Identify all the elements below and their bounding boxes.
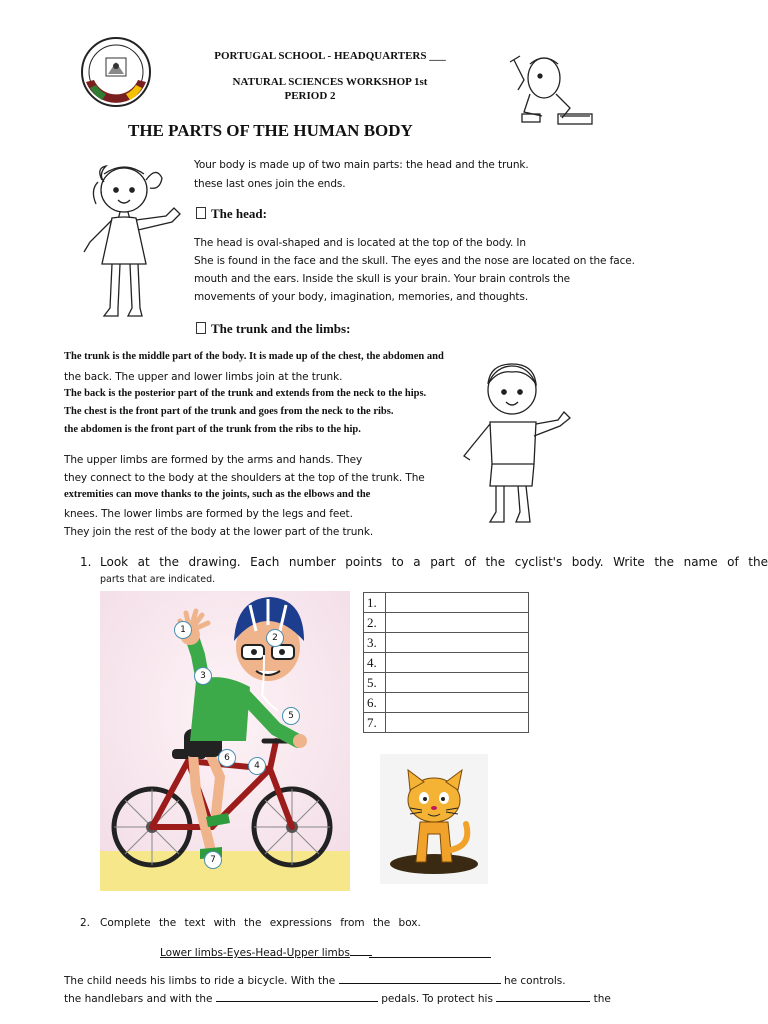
answer-number: 6. bbox=[364, 693, 386, 713]
word-box bbox=[160, 944, 372, 959]
answer-number: 7. bbox=[364, 713, 386, 733]
answer-number: 1. bbox=[364, 593, 386, 613]
trunk-text-5: the abdomen is the front part of the trunk from the ribs to the hip. bbox=[64, 424, 361, 435]
marker-3: 3 bbox=[194, 667, 212, 685]
trunk-heading bbox=[196, 321, 350, 337]
line1-part-b: he controls. bbox=[503, 975, 566, 987]
school-name: PORTUGAL SCHOOL - HEADQUARTERS ___ bbox=[214, 50, 446, 62]
exercise1-instruction-cont: parts that are indicated. bbox=[100, 574, 216, 585]
marker-4: 4 bbox=[248, 757, 266, 775]
head-text-3: mouth and the ears. Inside the skull is your brain. Your brain controls the bbox=[194, 273, 571, 285]
head-heading-label: The head: bbox=[211, 206, 267, 221]
answer-row bbox=[364, 633, 529, 653]
boy-illustration bbox=[460, 360, 572, 530]
marker-2: 2 bbox=[266, 629, 284, 647]
head-text-1: The head is oval-shaped and is located at the top of the body. In bbox=[194, 237, 526, 249]
marker-7: 7 bbox=[204, 851, 222, 869]
answer-row bbox=[364, 713, 529, 733]
answer-row bbox=[364, 673, 529, 693]
line1-part-a: The child needs his limbs to ride a bicycle. With the bbox=[64, 975, 336, 987]
line2-part-c: the bbox=[593, 993, 611, 1005]
cat-illustration bbox=[380, 754, 488, 884]
limbs-text-2: they connect to the body at the shoulders at the top of the trunk. The bbox=[64, 472, 425, 484]
answer-row bbox=[364, 693, 529, 713]
reading-child-illustration bbox=[500, 50, 600, 130]
answer-field[interactable] bbox=[386, 613, 529, 633]
exercise1-number: 1. bbox=[80, 555, 92, 569]
trunk-text-1: The trunk is the middle part of the body. It is made up of the chest, the abdomen and bbox=[64, 351, 444, 362]
trunk-heading-label: The trunk and the limbs: bbox=[211, 321, 351, 336]
line2-part-a: the handlebars and with the bbox=[64, 993, 213, 1005]
answer-field[interactable] bbox=[386, 713, 529, 733]
page-title: THE PARTS OF THE HUMAN BODY bbox=[128, 121, 413, 140]
exercise2-line-2 bbox=[64, 990, 611, 1005]
checkbox-icon bbox=[196, 207, 206, 219]
answer-field[interactable] bbox=[386, 673, 529, 693]
answer-field[interactable] bbox=[386, 593, 529, 613]
intro-line-2: these last ones join the ends. bbox=[194, 178, 346, 190]
word-box-blank[interactable] bbox=[369, 946, 491, 958]
intro-line-1: Your body is made up of two main parts: the head and the trunk. bbox=[194, 159, 529, 171]
answer-number: 3. bbox=[364, 633, 386, 653]
limbs-text-4: knees. The lower limbs are formed by the legs and feet. bbox=[64, 508, 353, 520]
exercise2-instruction: Complete the text with the expressions from the box. bbox=[100, 917, 421, 929]
answer-number: 5. bbox=[364, 673, 386, 693]
answer-field[interactable] bbox=[386, 633, 529, 653]
cyclist-illustration bbox=[100, 591, 350, 891]
limbs-text-3: extremities can move thanks to the joints, such as the elbows and the bbox=[64, 489, 371, 500]
answer-row bbox=[364, 613, 529, 633]
exercise2-line-1 bbox=[64, 972, 566, 987]
word-box-text: Lower limbs-Eyes-Head-Upper limbs bbox=[160, 947, 350, 959]
blank-3[interactable] bbox=[496, 990, 590, 1002]
answer-number: 2. bbox=[364, 613, 386, 633]
line2-part-b: pedals. To protect his bbox=[381, 993, 493, 1005]
girl-illustration bbox=[76, 160, 186, 332]
limbs-text-5: They join the rest of the body at the lower part of the trunk. bbox=[64, 526, 374, 538]
answer-field[interactable] bbox=[386, 653, 529, 673]
trunk-text-2: the back. The upper and lower limbs join at the trunk. bbox=[64, 371, 343, 383]
answer-row bbox=[364, 593, 529, 613]
school-logo bbox=[80, 36, 152, 108]
marker-1: 1 bbox=[174, 621, 192, 639]
head-text-4: movements of your body, imagination, memories, and thoughts. bbox=[194, 291, 529, 303]
exercise2-number: 2. bbox=[80, 917, 91, 929]
answer-field[interactable] bbox=[386, 693, 529, 713]
trunk-text-3: The back is the posterior part of the trunk and extends from the neck to the hips. bbox=[64, 388, 427, 399]
answer-row bbox=[364, 653, 529, 673]
marker-5: 5 bbox=[282, 707, 300, 725]
exercise1-instruction: Look at the drawing. Each number points to a part of the cyclist's body. Write the name of the bbox=[100, 555, 768, 569]
blank-2[interactable] bbox=[216, 990, 378, 1002]
period-label: PERIOD 2 bbox=[284, 90, 336, 102]
answer-number: 4. bbox=[364, 653, 386, 673]
trunk-text-4: The chest is the front part of the trunk and goes from the neck to the ribs. bbox=[64, 406, 394, 417]
marker-6: 6 bbox=[218, 749, 236, 767]
head-heading bbox=[196, 206, 267, 222]
checkbox-icon bbox=[196, 322, 206, 334]
workshop-title: NATURAL SCIENCES WORKSHOP 1st bbox=[232, 76, 428, 88]
answer-table bbox=[363, 592, 529, 733]
blank-1[interactable] bbox=[339, 972, 501, 984]
limbs-text-1: The upper limbs are formed by the arms and hands. They bbox=[64, 454, 363, 466]
head-text-2: She is found in the face and the skull. The eyes and the nose are located on the face. bbox=[194, 255, 635, 267]
